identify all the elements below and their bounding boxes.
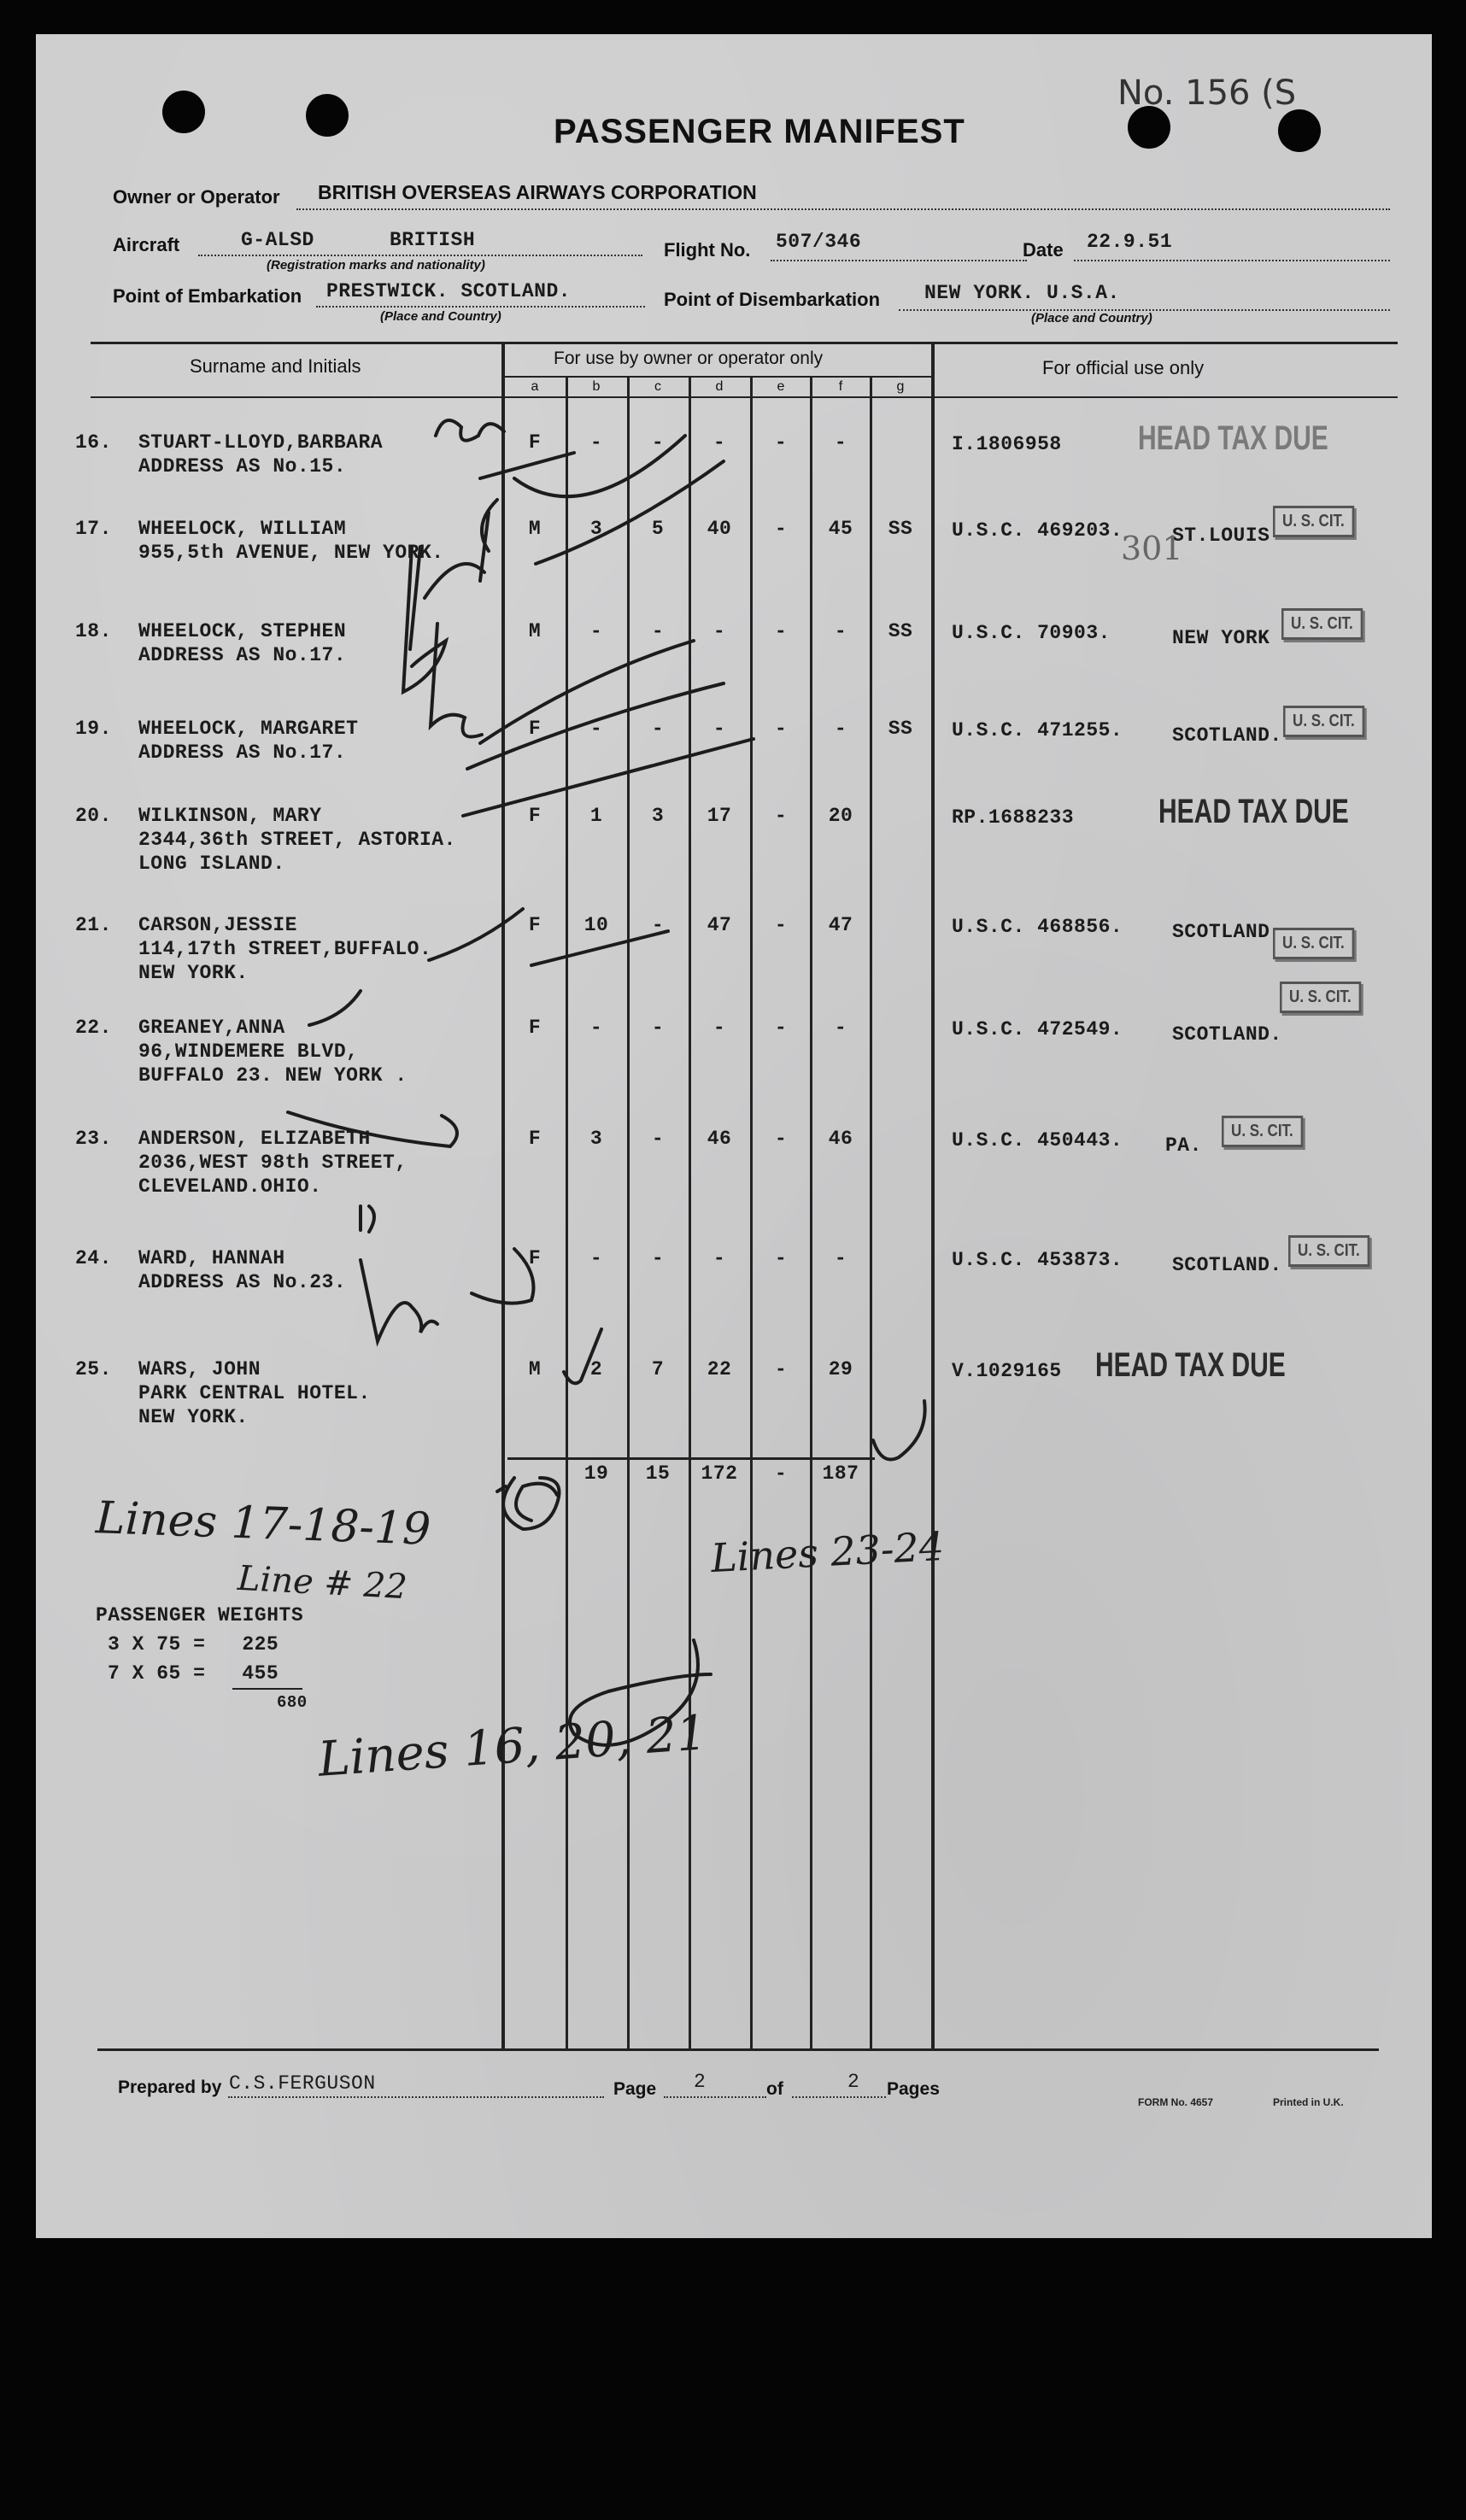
passenger-address-2: BUFFALO 23. NEW YORK . (138, 1064, 408, 1087)
official-place: SCOTLAND. (1172, 1254, 1282, 1276)
page-title: PASSENGER MANIFEST (554, 113, 965, 150)
cell-d: 40 (707, 518, 732, 540)
official-place: SCOTLAND (1172, 921, 1270, 943)
aircraft-caption: (Registration marks and nationality) (267, 258, 485, 273)
cell-d: 17 (707, 805, 732, 827)
handwriting-lines-23-24: Lines 23-24 (709, 1522, 946, 1582)
row-number: 25. (75, 1358, 112, 1380)
col-letter-c: c (654, 379, 661, 394)
aircraft-reg: G-ALSD (241, 229, 314, 251)
official-ref: RP.1688233 (952, 806, 1075, 829)
owner-value: BRITISH OVERSEAS AIRWAYS CORPORATION (318, 181, 757, 203)
cell-b: - (589, 620, 603, 642)
col-letter-g: g (896, 379, 905, 394)
official-ref: U.S.C. 450443. (952, 1129, 1123, 1152)
cell-d: 22 (707, 1358, 732, 1380)
form-no: FORM No. 4657 (1138, 2096, 1214, 2108)
passenger-name: WILKINSON, MARY (138, 805, 322, 827)
weights-title: PASSENGER WEIGHTS (96, 1604, 304, 1626)
row-number: 23. (75, 1128, 112, 1150)
aircraft-nationality: BRITISH (390, 229, 476, 251)
cell-d: 46 (707, 1128, 732, 1150)
row-number: 19. (75, 718, 112, 740)
cell-c: - (651, 1247, 665, 1269)
official-place: NEW YORK (1172, 627, 1270, 649)
cell-d: - (712, 431, 726, 454)
us-citizen-stamp: U. S. CIT. (1280, 982, 1361, 1013)
stamp-301: 301 (1121, 530, 1183, 567)
aircraft-label: Aircraft (113, 234, 180, 255)
cell-f: - (834, 431, 847, 454)
passenger-address-1: ADDRESS AS No.17. (138, 644, 347, 666)
prepared-value: C.S.FERGUSON (229, 2072, 376, 2095)
head-tax-stamp: HEAD TAX DUE (1138, 419, 1328, 457)
official-ref: U.S.C. 471255. (952, 719, 1123, 741)
row-number: 18. (75, 620, 112, 642)
passenger-name: ANDERSON, ELIZABETH (138, 1128, 371, 1150)
us-citizen-stamp: U. S. CIT. (1273, 506, 1354, 537)
cell-e: - (774, 1247, 788, 1269)
passenger-address-1: PARK CENTRAL HOTEL. (138, 1382, 371, 1404)
passenger-address-1: 2344,36th STREET, ASTORIA. (138, 829, 456, 851)
cell-g: SS (888, 620, 913, 642)
disembark-caption: (Place and Country) (1031, 311, 1152, 325)
cell-b: 3 (589, 518, 603, 540)
us-citizen-stamp: U. S. CIT. (1288, 1235, 1369, 1267)
cell-b: 3 (589, 1128, 603, 1150)
handwriting-lines-16-20-21: Lines 16, 20, 21 (316, 1705, 709, 1788)
row-number: 22. (75, 1017, 112, 1039)
passenger-address-1: 955,5th AVENUE, NEW YORK. (138, 542, 444, 564)
flight-label: Flight No. (664, 239, 751, 261)
us-citizen-stamp: U. S. CIT. (1283, 706, 1364, 737)
official-place: SCOTLAND. (1172, 1023, 1282, 1046)
printed-in: Printed in U.K. (1273, 2096, 1344, 2108)
prepared-label: Prepared by (118, 2078, 222, 2097)
cell-g: SS (888, 718, 913, 740)
us-citizen-stamp: U. S. CIT. (1222, 1116, 1303, 1147)
of-value: 2 (847, 2071, 860, 2093)
official-place: ST.LOUIS (1172, 525, 1270, 547)
passenger-name: CARSON,JESSIE (138, 914, 297, 936)
total-b: 19 (583, 1462, 609, 1485)
passenger-name: WHEELOCK, WILLIAM (138, 518, 347, 540)
cell-c: 7 (651, 1358, 665, 1380)
cell-d: 47 (707, 914, 732, 936)
official-ref: U.S.C. 70903. (952, 622, 1111, 644)
passenger-address-2: LONG ISLAND. (138, 853, 285, 875)
row-number: 16. (75, 431, 112, 454)
us-citizen-stamp: U. S. CIT. (1273, 928, 1354, 959)
cell-a: F (528, 1128, 542, 1150)
official-ref: V.1029165 (952, 1360, 1062, 1382)
passenger-address-1: 96,WINDEMERE BLVD, (138, 1040, 359, 1063)
cell-b: - (589, 431, 603, 454)
manifest-sheet (36, 34, 1432, 2238)
head-tax-stamp: HEAD TAX DUE (1158, 793, 1349, 830)
cell-f: - (834, 718, 847, 740)
cell-f: 45 (828, 518, 853, 540)
owner-label: Owner or Operator (113, 186, 280, 208)
cell-f: - (834, 1247, 847, 1269)
passenger-name: GREANEY,ANNA (138, 1017, 285, 1039)
col-letter-e: e (777, 379, 785, 394)
passenger-address-1: 114,17th STREET,BUFFALO. (138, 938, 432, 960)
cell-a: M (528, 1358, 542, 1380)
cell-f: 47 (828, 914, 853, 936)
official-place: PA. (1165, 1134, 1202, 1157)
handwriting-lines-17-19: Lines 17-18-19 (95, 1492, 432, 1556)
cell-c: - (651, 1017, 665, 1039)
date-label: Date (1023, 239, 1064, 261)
passenger-name: WHEELOCK, STEPHEN (138, 620, 347, 642)
cell-c: 5 (651, 518, 665, 540)
embark-label: Point of Embarkation (113, 285, 302, 307)
cell-a: F (528, 805, 542, 827)
embark-caption: (Place and Country) (380, 309, 501, 324)
col-letter-f: f (838, 379, 843, 394)
passenger-name: STUART-LLOYD,BARBARA (138, 431, 384, 454)
cell-e: - (774, 431, 788, 454)
cell-f: 20 (828, 805, 853, 827)
col-letter-b: b (592, 379, 601, 394)
col-owner-header: For use by owner or operator only (554, 349, 824, 368)
total-d: 172 (701, 1462, 738, 1485)
cell-e: - (774, 914, 788, 936)
cell-c: 3 (651, 805, 665, 827)
col-letter-d: d (715, 379, 724, 394)
cell-c: - (651, 718, 665, 740)
official-ref: U.S.C. 453873. (952, 1249, 1123, 1271)
cell-a: F (528, 1017, 542, 1039)
passenger-name: WHEELOCK, MARGARET (138, 718, 359, 740)
cell-b: 1 (589, 805, 603, 827)
official-ref: U.S.C. 469203. (952, 519, 1123, 542)
cell-a: F (528, 718, 542, 740)
cell-f: - (834, 1017, 847, 1039)
weights-line-2: 7 X 65 = 455 (108, 1662, 279, 1685)
cell-e: - (774, 1128, 788, 1150)
cell-b: - (589, 1017, 603, 1039)
row-number: 17. (75, 518, 112, 540)
ink-annotations (36, 34, 1432, 2238)
cell-e: - (774, 1017, 788, 1039)
pages-label: Pages (887, 2079, 940, 2099)
row-number: 21. (75, 914, 112, 936)
cell-c: - (651, 914, 665, 936)
cell-a: F (528, 1247, 542, 1269)
weights-total: 680 (277, 1693, 308, 1712)
col-official-header: For official use only (1042, 357, 1205, 378)
total-e: - (774, 1462, 788, 1485)
passenger-address-1: ADDRESS AS No.15. (138, 455, 347, 478)
cell-c: - (651, 620, 665, 642)
us-citizen-stamp: U. S. CIT. (1281, 608, 1363, 640)
handwriting-line-22: Line # 22 (236, 1558, 408, 1608)
total-f: 187 (822, 1462, 859, 1485)
embark-value: PRESTWICK. SCOTLAND. (326, 280, 572, 302)
cell-e: - (774, 805, 788, 827)
flight-value: 507/346 (776, 231, 862, 253)
official-place: SCOTLAND. (1172, 724, 1282, 747)
passenger-address-1: ADDRESS AS No.17. (138, 741, 347, 764)
cell-c: - (651, 1128, 665, 1150)
cell-b: 10 (583, 914, 609, 936)
head-tax-stamp: HEAD TAX DUE (1095, 1346, 1286, 1384)
col-name-header: Surname and Initials (190, 355, 361, 377)
weights-line-1: 3 X 75 = 225 (108, 1633, 279, 1656)
passenger-name: WARD, HANNAH (138, 1247, 285, 1269)
row-number: 20. (75, 805, 112, 827)
passenger-address-2: CLEVELAND.OHIO. (138, 1175, 322, 1198)
cell-c: - (651, 431, 665, 454)
disembark-value: NEW YORK. U.S.A. (924, 282, 1120, 304)
date-value: 22.9.51 (1087, 231, 1173, 253)
cell-d: - (712, 1017, 726, 1039)
cell-b: 2 (589, 1358, 603, 1380)
official-ref: U.S.C. 472549. (952, 1018, 1123, 1040)
of-label: of (766, 2079, 783, 2099)
disembark-label: Point of Disembarkation (664, 289, 881, 310)
passenger-address-2: NEW YORK. (138, 962, 249, 984)
cell-a: F (528, 914, 542, 936)
passenger-address-2: NEW YORK. (138, 1406, 249, 1428)
cell-d: - (712, 1247, 726, 1269)
total-c: 15 (645, 1462, 671, 1485)
cell-a: F (528, 431, 542, 454)
official-ref: I.1806958 (952, 433, 1062, 455)
cell-a: M (528, 620, 542, 642)
cell-b: - (589, 718, 603, 740)
col-letter-a: a (531, 379, 539, 394)
cell-e: - (774, 718, 788, 740)
row-number: 24. (75, 1247, 112, 1269)
form-number: No. 156 (S (1117, 73, 1297, 113)
cell-f: 46 (828, 1128, 853, 1150)
cell-b: - (589, 1247, 603, 1269)
passenger-name: WARS, JOHN (138, 1358, 261, 1380)
page-label: Page (613, 2079, 657, 2099)
cell-g: SS (888, 518, 913, 540)
passenger-address-1: ADDRESS AS No.23. (138, 1271, 347, 1293)
cell-a: M (528, 518, 542, 540)
cell-e: - (774, 518, 788, 540)
cell-d: - (712, 620, 726, 642)
official-ref: U.S.C. 468856. (952, 916, 1123, 938)
passenger-address-1: 2036,WEST 98th STREET, (138, 1152, 408, 1174)
cell-f: - (834, 620, 847, 642)
cell-e: - (774, 620, 788, 642)
cell-e: - (774, 1358, 788, 1380)
cell-d: - (712, 718, 726, 740)
page-value: 2 (694, 2071, 707, 2093)
cell-f: 29 (828, 1358, 853, 1380)
